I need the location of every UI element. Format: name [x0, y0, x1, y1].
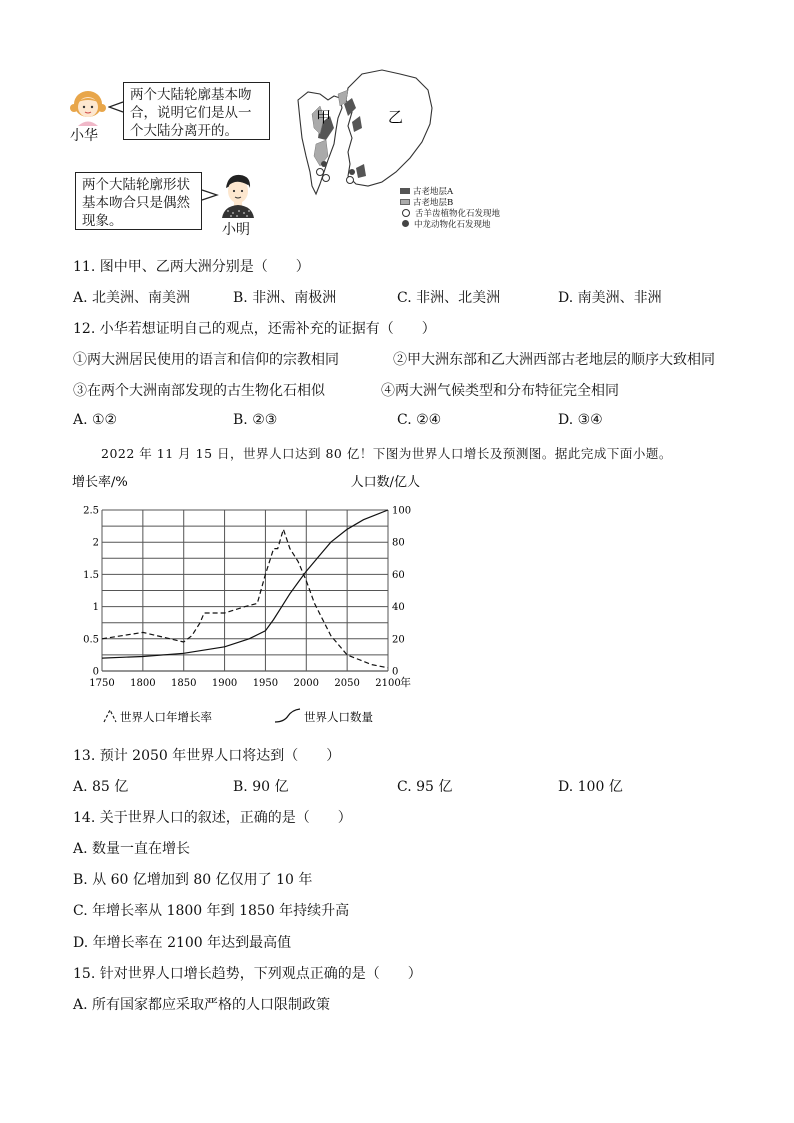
q11-stem: 11. 图中甲、乙两大洲分别是（ ）: [73, 259, 310, 275]
xiaohua-speech-text: 两个大陆轮廓基本吻合，说明它们是从一个大陆分离开的。: [130, 87, 252, 139]
x-tick-label: 1950: [252, 678, 279, 689]
y-left-tick-label: 1.5: [83, 569, 99, 581]
q11-option-c[interactable]: C. 非洲、北美洲: [397, 290, 501, 306]
legend-label: 中龙动物化石发现地: [414, 219, 491, 230]
xiaohua-avatar: [68, 88, 108, 126]
glossopteris-fossil-site: [323, 175, 330, 182]
xiaoming-speech-text: 两个大陆轮廓形状基本吻合只是偶然现象。: [82, 177, 190, 229]
q15-option-a[interactable]: A. 所有国家都应采取严格的人口限制政策: [73, 997, 331, 1013]
q12-statement-3: ③在两个大洲南部发现的古生物化石相似: [73, 383, 325, 399]
mesosaurus-fossil-site: [349, 169, 355, 175]
legend-item-strata-b: [400, 196, 500, 207]
q12-statement-4: ④两大洲气候类型和分布特征完全相同: [381, 383, 619, 399]
xiaoming-speech-bubble: [75, 172, 202, 230]
q14-stem: 14. 关于世界人口的叙述，正确的是（ ）: [73, 810, 352, 826]
x-tick-label: 2100: [375, 678, 401, 689]
y-right-tick-label: 80: [392, 537, 405, 549]
y-right-tick-label: 100: [392, 505, 412, 517]
y-left-tick-label: 0.5: [83, 634, 99, 646]
y-right-tick-label: 20: [392, 634, 405, 646]
y-left-tick-label: 0: [92, 666, 99, 678]
xiaohua-bubble-tail: [108, 100, 124, 114]
q15-stem: 15. 针对世界人口增长趋势，下列观点正确的是（ ）: [73, 966, 422, 982]
y-right-axis-title: 人口数/亿人: [350, 475, 420, 490]
legend-circle-open-icon: [402, 209, 410, 217]
q12-statement-1: ①两大洲居民使用的语言和信仰的宗教相同: [73, 352, 339, 368]
q14-option-c[interactable]: C. 年增长率从 1800 年到 1850 年持续升高: [73, 903, 350, 919]
xiaoming-bubble-tail: [201, 188, 219, 202]
x-tick-label: 1850: [170, 678, 197, 689]
y-left-tick-label: 1: [92, 602, 99, 614]
x-tick-label: 1800: [130, 678, 156, 689]
legend-item-plant-fossil: [400, 207, 500, 218]
q12-option-a[interactable]: A. ①②: [73, 412, 118, 428]
population-chart: [70, 470, 430, 726]
glossopteris-fossil-site: [347, 177, 354, 184]
legend-label: 舌羊齿植物化石发现地: [415, 208, 501, 219]
q14-option-d[interactable]: D. 年增长率在 2100 年达到最高值: [73, 935, 292, 951]
q11-option-b[interactable]: B. 非洲、南极洲: [233, 290, 337, 306]
y-right-tick-label: 40: [392, 602, 405, 614]
mesosaurus-fossil-site: [321, 161, 327, 167]
q13-stem: 13. 预计 2050 年世界人口将达到（ ）: [73, 748, 341, 764]
population-intro: 2022 年 11 月 15 日，世界人口达到 80 亿！下图为世界人口增长及预测图。据此完成下面小题。: [101, 446, 672, 461]
q12-stem: 12. 小华若想证明自己的观点，还需补充的证据有（ ）: [73, 321, 436, 337]
xiaohua-speech-bubble: [123, 82, 270, 140]
q11-option-a[interactable]: A. 北美洲、南美洲: [73, 290, 191, 306]
legend-label-growth-rate: 世界人口年增长率: [120, 710, 212, 724]
legend-swatch-dark: [400, 188, 410, 194]
legend-label-population: 世界人口数量: [304, 710, 373, 724]
legend-label: 古老地层B: [413, 197, 454, 208]
label-yi: 乙: [388, 108, 404, 126]
xiaoming-avatar: [218, 172, 258, 218]
population-line: [102, 510, 388, 658]
xiaohua-name: 小华: [70, 128, 98, 144]
q12-option-d[interactable]: D. ③④: [558, 412, 603, 428]
legend-dashed-line-icon: [104, 710, 116, 722]
q12-statement-2: ②甲大洲东部和乙大洲西部古老地层的顺序大致相同: [393, 352, 715, 368]
q13-option-d[interactable]: D. 100 亿: [558, 779, 623, 795]
q13-option-a[interactable]: A. 85 亿: [73, 779, 129, 795]
q12-option-c[interactable]: C. ②④: [397, 412, 442, 428]
y-right-tick-label: 0: [392, 666, 399, 678]
growth-rate-line: [102, 529, 388, 668]
y-left-axis-title: 增长率/%: [72, 475, 128, 490]
q12-option-b[interactable]: B. ②③: [233, 412, 278, 428]
q14-option-b[interactable]: B. 从 60 亿增加到 80 亿仅用了 10 年: [73, 872, 313, 888]
legend-label: 古老地层A: [413, 186, 454, 197]
q14-option-a[interactable]: A. 数量一直在增长: [73, 841, 191, 857]
x-tick-label: 1900: [211, 678, 238, 689]
x-tick-label: 2050: [334, 678, 360, 689]
glossopteris-fossil-site: [317, 169, 324, 176]
legend-circle-filled-icon: [402, 220, 409, 227]
x-axis-unit: 年: [400, 676, 411, 689]
legend-solid-line-icon: [275, 709, 300, 722]
legend-swatch-light: [400, 199, 410, 205]
x-tick-label: 2000: [293, 678, 320, 689]
q13-option-b[interactable]: B. 90 亿: [233, 779, 289, 795]
xiaoming-name: 小明: [222, 222, 250, 238]
y-left-tick-label: 2: [92, 537, 99, 549]
map-legend: [400, 185, 500, 229]
q13-option-c[interactable]: C. 95 亿: [397, 779, 453, 795]
y-left-tick-label: 2.5: [83, 505, 99, 517]
label-jia: 甲: [316, 108, 332, 126]
population-chart-svg: [70, 470, 430, 726]
legend-item-strata-a: [400, 185, 500, 196]
legend-item-animal-fossil: [400, 218, 500, 229]
x-tick-label: 1750: [89, 678, 115, 689]
q11-option-d[interactable]: D. 南美洲、非洲: [558, 290, 662, 306]
y-right-tick-label: 60: [392, 569, 405, 581]
